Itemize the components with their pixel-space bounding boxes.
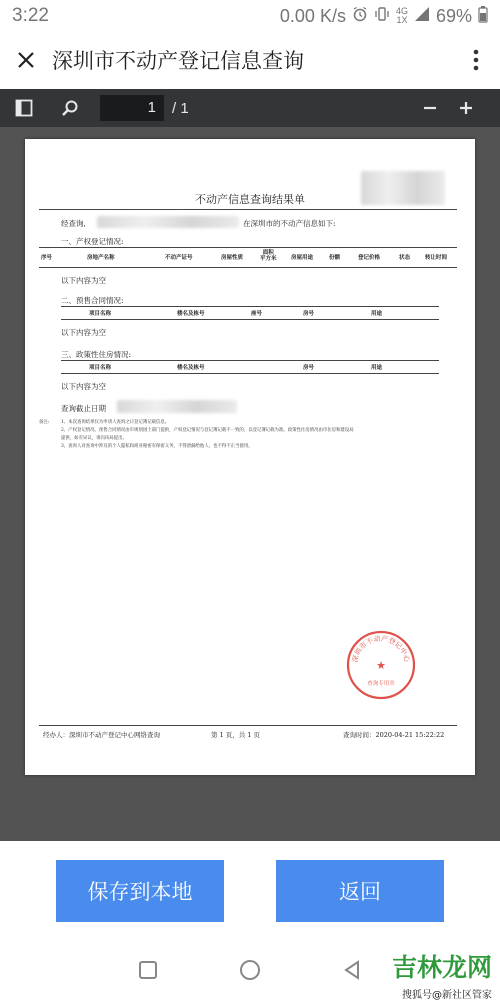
pdf-toolbar xyxy=(0,89,500,127)
footer-page: 第 1 页，共 1 页 xyxy=(211,731,261,739)
recents-button[interactable] xyxy=(136,958,160,982)
more-button[interactable] xyxy=(452,32,500,88)
watermark-brand: 吉林龙网 xyxy=(391,953,492,982)
signal-icon xyxy=(414,6,430,27)
section-title-presale: 二、预售合同情况: xyxy=(61,296,124,305)
close-icon xyxy=(16,50,36,70)
status-indicators xyxy=(280,5,488,28)
battery-level: 69% xyxy=(435,5,472,26)
table-header-cell: 份额 xyxy=(329,255,341,261)
table-header-cell: 楼名及栋号 xyxy=(177,365,205,371)
cutoff-date-label: 查询截止日期 xyxy=(61,404,106,413)
table-header-cell: 房屋性质 xyxy=(221,255,244,261)
status-time: 3:22 xyxy=(12,5,49,26)
note-line: 3、查询人对查询中涉及的个人隐私和商业秘密有保密义务，不得泄漏给他人，也不得不正当使用。 xyxy=(61,444,253,449)
notes-label: 备注: xyxy=(39,420,50,425)
table2-bottom-rule xyxy=(61,319,439,320)
home-button[interactable] xyxy=(238,958,262,982)
section-title-policy-housing: 三、政策性住房情况: xyxy=(61,350,132,359)
table-header-cell: 房号 xyxy=(303,365,315,371)
seal-text: 深圳市不动产登记中心 xyxy=(351,634,411,664)
query-suffix: 在深圳市的不动产信息如下: xyxy=(243,219,336,228)
minus-icon xyxy=(422,100,438,116)
square-icon xyxy=(136,958,160,982)
seal-subtext: 查询专用章 xyxy=(367,681,395,687)
table-header-cell: 座号 xyxy=(251,311,263,317)
redacted-date xyxy=(117,400,237,413)
footer-rule xyxy=(39,725,457,726)
note-line: 1、本次查询结果仅为申请人查询之日登记簿记载信息。 xyxy=(61,420,170,425)
circle-icon xyxy=(238,958,262,982)
official-seal xyxy=(345,629,417,701)
empty-notice-1: 以下内容为空 xyxy=(61,276,106,285)
search-button[interactable] xyxy=(50,89,90,127)
table-header-cell: 用途 xyxy=(371,365,383,371)
zoom-out-button[interactable] xyxy=(412,89,448,127)
table-header-cell: 房屋用途 xyxy=(291,255,314,261)
battery-icon xyxy=(478,5,488,28)
sidebar-icon xyxy=(15,99,33,117)
table-header-cell: 项目名称 xyxy=(89,311,112,317)
table-header-cell: 房地产名称 xyxy=(87,255,115,261)
vibrate-icon xyxy=(374,6,390,27)
document-page xyxy=(25,139,475,775)
status-bar xyxy=(0,0,500,32)
table-header-cell: 登记价格 xyxy=(358,255,381,261)
page-title: 深圳市不动产登记信息查询 xyxy=(52,49,304,73)
table3-bottom-rule xyxy=(61,373,439,374)
svg-text:★: ★ xyxy=(376,659,386,672)
navigation-bar xyxy=(0,940,500,1000)
empty-notice-2: 以下内容为空 xyxy=(61,328,106,337)
pdf-viewer[interactable] xyxy=(0,89,500,841)
watermark xyxy=(392,948,492,1000)
app-bar xyxy=(0,32,500,88)
note-line: 提供，如有异议，请向该局提出。 xyxy=(61,436,127,441)
net-speed: 0.00 K/s xyxy=(279,5,346,26)
note-line: 2、产权登记情况、预售合同情况由市规划国土部门提供，产权登记情况与登记簿记载不一致的，以登记簿记载为准。政策性住房情况由市住房和建设局 xyxy=(61,428,354,433)
page-total: / 1 xyxy=(172,99,189,117)
query-prefix: 经查询, xyxy=(61,219,86,228)
footer-operator: 经办人：深圳市不动产登记中心网络查询 xyxy=(43,731,160,739)
back-nav-button[interactable] xyxy=(340,958,364,982)
save-to-local-button[interactable]: 保存到本地 xyxy=(56,860,224,922)
table-header-cell: 房号 xyxy=(303,311,315,317)
table-header-cell: 序号 xyxy=(41,255,53,261)
network-type xyxy=(396,7,408,25)
table-header-cell: 转让时间 xyxy=(425,255,448,261)
title-divider xyxy=(39,209,457,210)
table2-top-rule xyxy=(61,306,439,307)
sidebar-toggle-button[interactable] xyxy=(4,89,44,127)
close-button[interactable] xyxy=(0,32,52,88)
section-title-property: 一、产权登记情况: xyxy=(61,237,124,246)
network-tag-top: 4G xyxy=(395,6,408,16)
footer-time: 查询时间：2020-04-21 15:22:22 xyxy=(343,731,445,739)
empty-notice-3: 以下内容为空 xyxy=(61,382,106,391)
triangle-back-icon xyxy=(340,958,364,982)
document-title: 不动产信息查询结果单 xyxy=(195,193,305,206)
back-button[interactable]: 返回 xyxy=(276,860,444,922)
watermark-source: 搜狐号@新社区管家 xyxy=(402,990,492,1000)
redacted-name xyxy=(97,216,239,228)
page-number-input[interactable]: 1 xyxy=(100,95,164,121)
network-tag-bottom: 1X xyxy=(396,15,408,25)
search-icon xyxy=(61,99,79,117)
table-header-cell: 状态 xyxy=(399,255,411,261)
table-header-cell: 项目名称 xyxy=(89,365,112,371)
table-header-cell: 楼名及栋号 xyxy=(177,311,205,317)
table-header-cell: 用途 xyxy=(371,311,383,317)
plus-icon xyxy=(458,100,474,116)
table1-bottom-rule xyxy=(39,267,457,268)
alarm-icon xyxy=(352,6,368,27)
table3-top-rule xyxy=(61,360,439,361)
zoom-in-button[interactable] xyxy=(448,89,484,127)
table-header-cell: 不动产证号 xyxy=(165,255,193,261)
table1-top-rule xyxy=(39,247,457,248)
table-header-cell: 面积 平方米 xyxy=(260,250,277,262)
more-vertical-icon xyxy=(473,49,479,71)
